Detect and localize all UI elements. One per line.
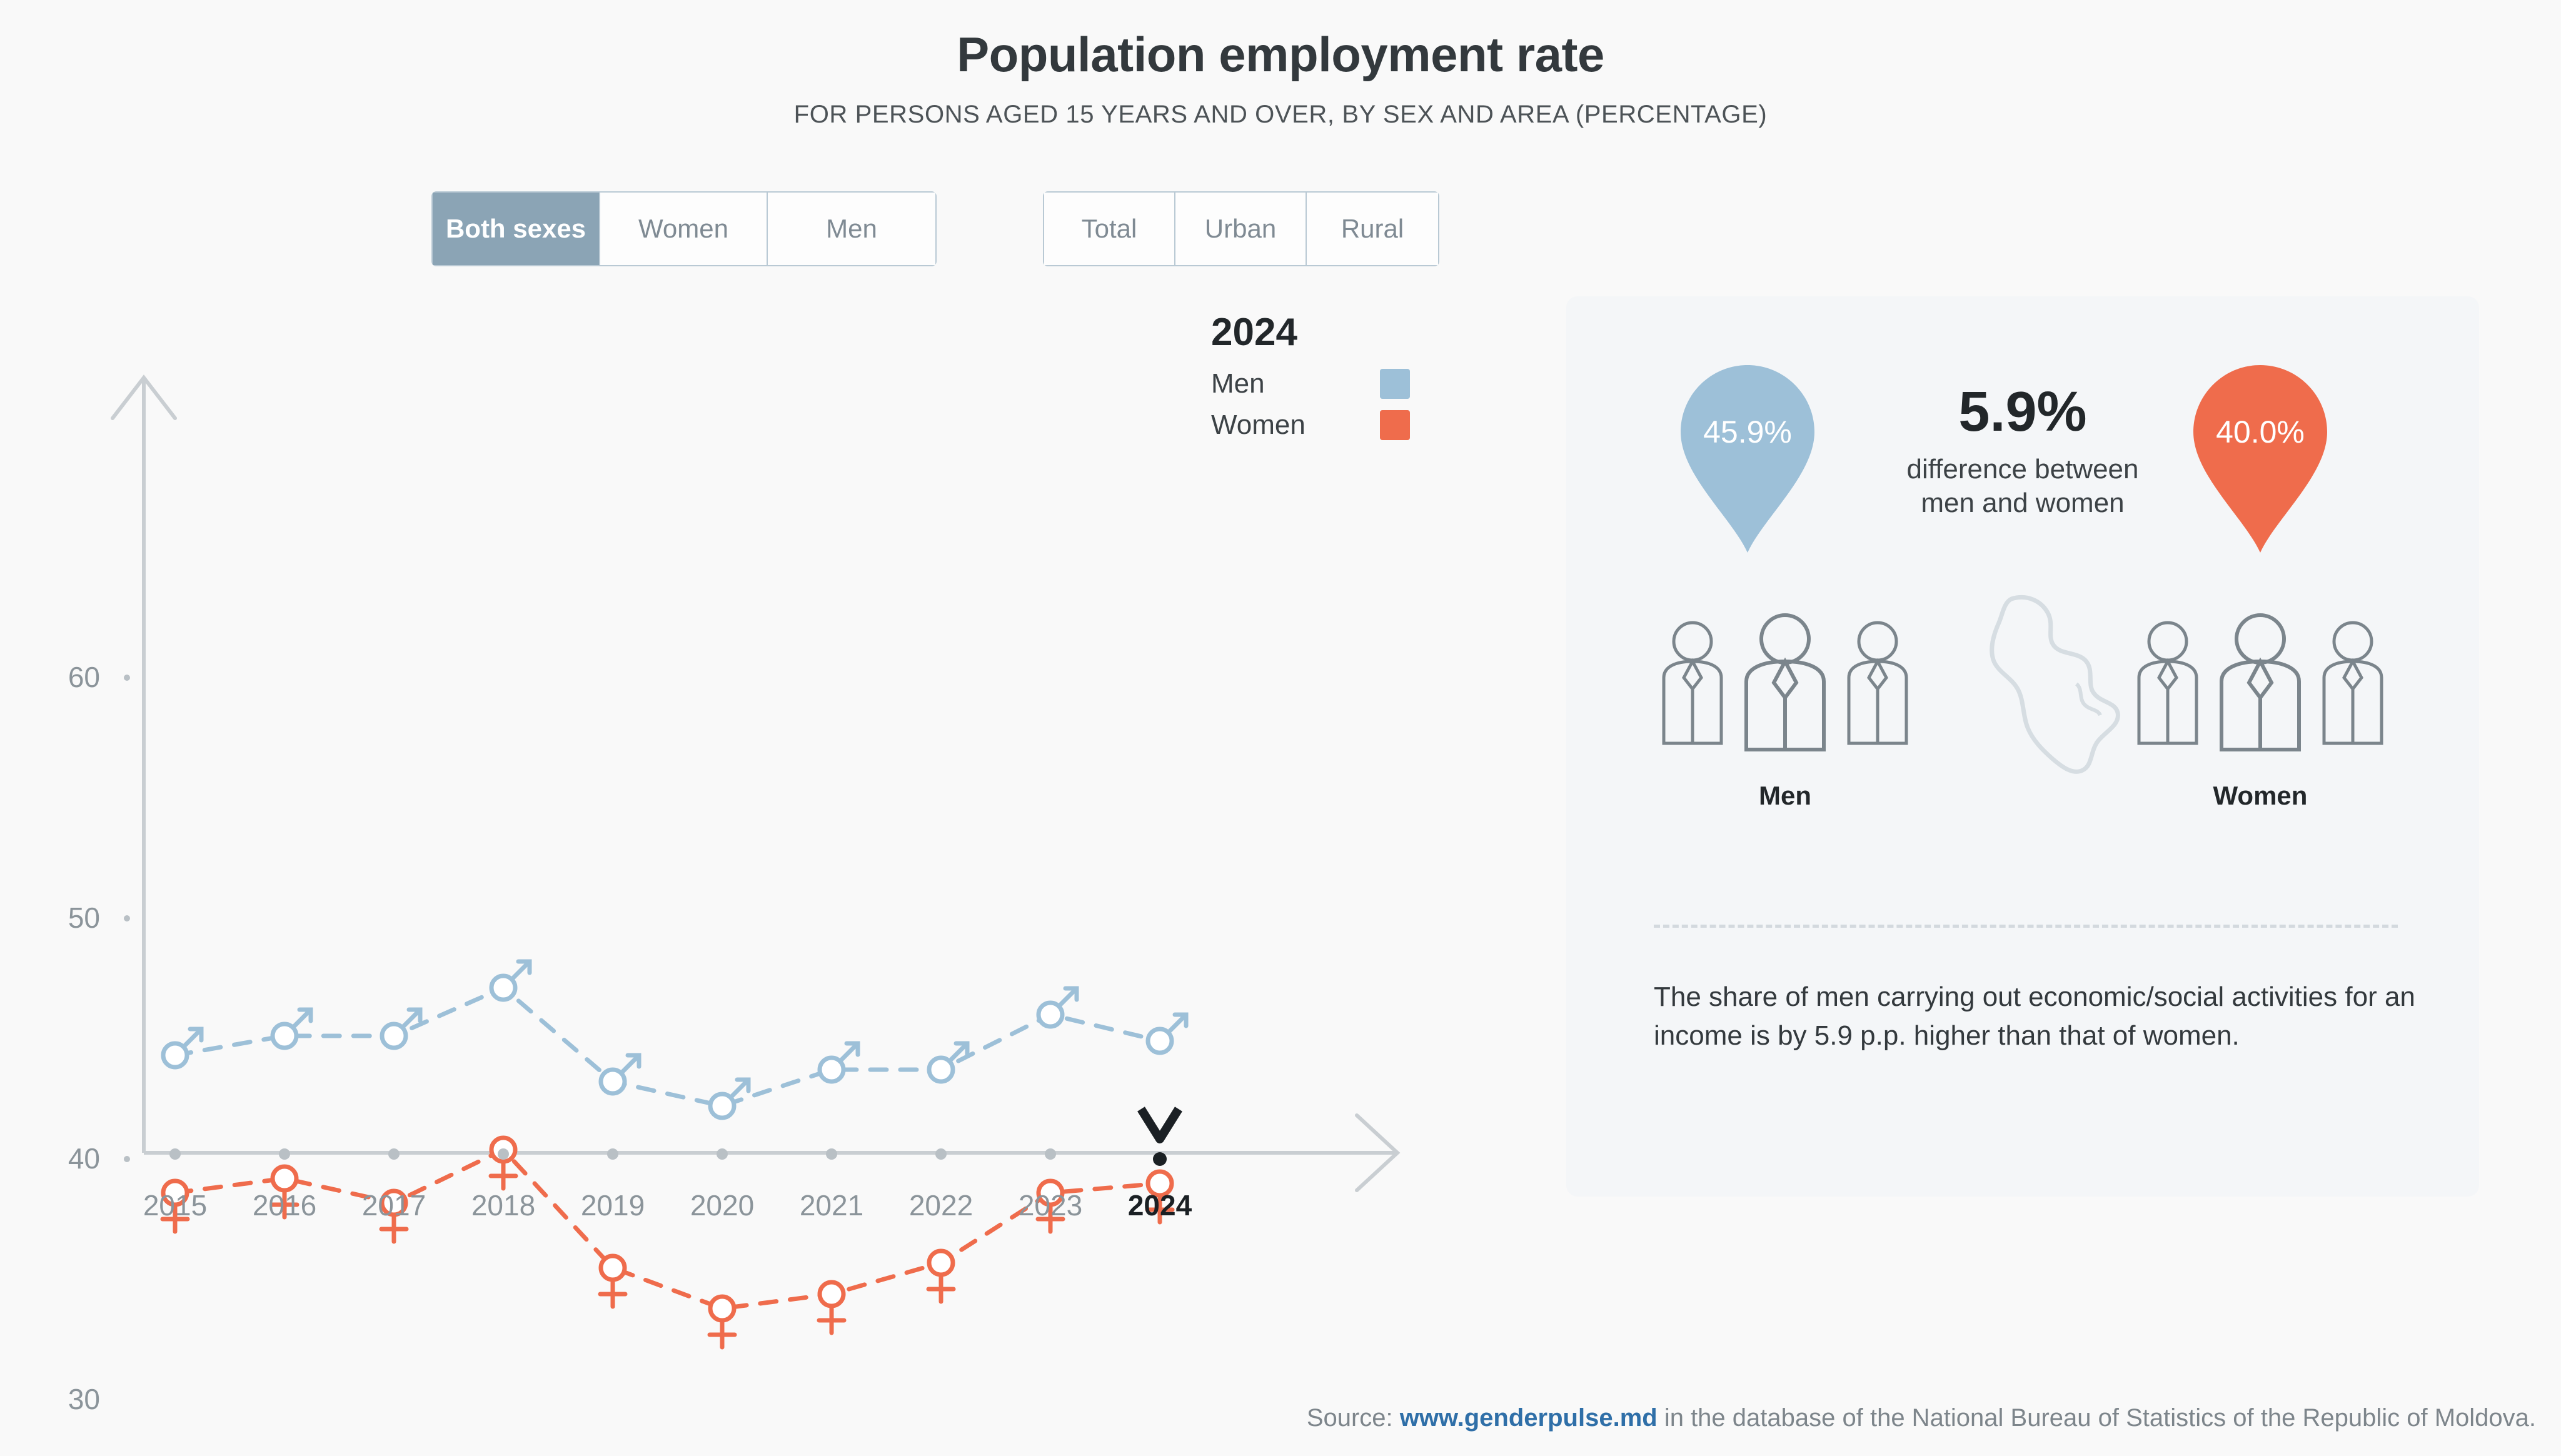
difference-block xyxy=(1873,381,2173,520)
page-title: Population employment rate xyxy=(957,27,1604,82)
svg-text:30: 30 xyxy=(68,1383,100,1415)
x-tick-2020[interactable]: 2020 xyxy=(690,1189,755,1222)
summary-panel xyxy=(1566,296,2479,1197)
x-tick-2024[interactable]: 2024 xyxy=(1127,1189,1192,1222)
x-axis-selected-marker[interactable] xyxy=(1141,1109,1179,1166)
women-value-pin xyxy=(2182,359,2338,559)
panel-note: The share of men carrying out economic/social activities for an income is by 5.9 p.p. higher than that of women. xyxy=(1654,982,2415,1052)
difference-value: 5.9% xyxy=(1958,381,2087,443)
x-tick-2016[interactable]: 2016 xyxy=(252,1189,317,1222)
women-people-icon xyxy=(2129,609,2392,765)
x-axis-labels xyxy=(143,1189,1192,1222)
x-tick-2023[interactable]: 2023 xyxy=(1018,1189,1083,1222)
legend-item-men[interactable] xyxy=(1204,368,1410,399)
x-tick-2015[interactable]: 2015 xyxy=(143,1189,208,1222)
page-subtitle: FOR PERSONS AGED 15 YEARS AND OVER, BY SEX AND AREA (PERCENTAGE) xyxy=(793,101,1768,128)
chart-legend xyxy=(1204,310,1410,451)
x-tick-2018[interactable]: 2018 xyxy=(471,1189,536,1222)
panel-divider xyxy=(1654,925,2398,928)
x-axis-dots xyxy=(169,1148,1056,1160)
series-men-line xyxy=(175,988,1160,1106)
legend-year: 2024 xyxy=(1211,311,1297,354)
moldova-outline-icon xyxy=(1954,590,2154,778)
men-group-label: Men xyxy=(1759,781,1811,810)
tab-total[interactable]: Total xyxy=(1044,193,1175,265)
legend-swatch-women xyxy=(1380,410,1410,440)
women-value: 40.0% xyxy=(2216,414,2305,449)
legend-item-women[interactable] xyxy=(1204,409,1410,441)
svg-text:50: 50 xyxy=(68,901,100,934)
tab-women[interactable]: Women xyxy=(600,193,768,265)
axis-arrowheads xyxy=(113,378,1397,1190)
legend-swatch-men xyxy=(1380,369,1410,399)
x-tick-2022[interactable]: 2022 xyxy=(908,1189,974,1222)
main-content xyxy=(0,296,2561,1415)
difference-caption-line1: difference between xyxy=(1906,454,2139,484)
y-axis-ticks xyxy=(68,661,130,1415)
source-prefix: Source: xyxy=(1306,1404,1400,1432)
svg-text:60: 60 xyxy=(68,661,100,693)
women-group-label: Women xyxy=(2213,781,2308,810)
svg-text:40: 40 xyxy=(68,1142,100,1175)
tab-rural[interactable]: Rural xyxy=(1307,193,1438,265)
x-tick-2019[interactable]: 2019 xyxy=(580,1189,645,1222)
source-suffix: in the database of the National Bureau of Statistics of the Republic of Moldova. xyxy=(1657,1404,2536,1432)
source-link[interactable]: www.genderpulse.md xyxy=(1399,1404,1658,1432)
tab-urban[interactable]: Urban xyxy=(1175,193,1307,265)
legend-label-women: Women xyxy=(1211,409,1306,440)
men-value: 45.9% xyxy=(1703,414,1792,449)
difference-caption-line2: men and women xyxy=(1921,487,2125,518)
tab-both-sexes[interactable]: Both sexes xyxy=(433,193,600,265)
x-tick-2017[interactable]: 2017 xyxy=(361,1189,426,1222)
area-filter-group xyxy=(1043,191,1439,266)
chart-header xyxy=(0,0,2561,129)
men-people-icon xyxy=(1654,609,1916,765)
x-tick-2021[interactable]: 2021 xyxy=(799,1189,864,1222)
line-chart xyxy=(38,303,1432,1415)
x-axis xyxy=(38,1097,1432,1247)
sex-filter-group xyxy=(431,191,937,266)
legend-label-men: Men xyxy=(1211,368,1265,399)
men-value-pin xyxy=(1669,359,1826,559)
filter-controls xyxy=(0,191,2561,266)
source-line xyxy=(1307,1404,2536,1432)
tab-men[interactable]: Men xyxy=(768,193,935,265)
